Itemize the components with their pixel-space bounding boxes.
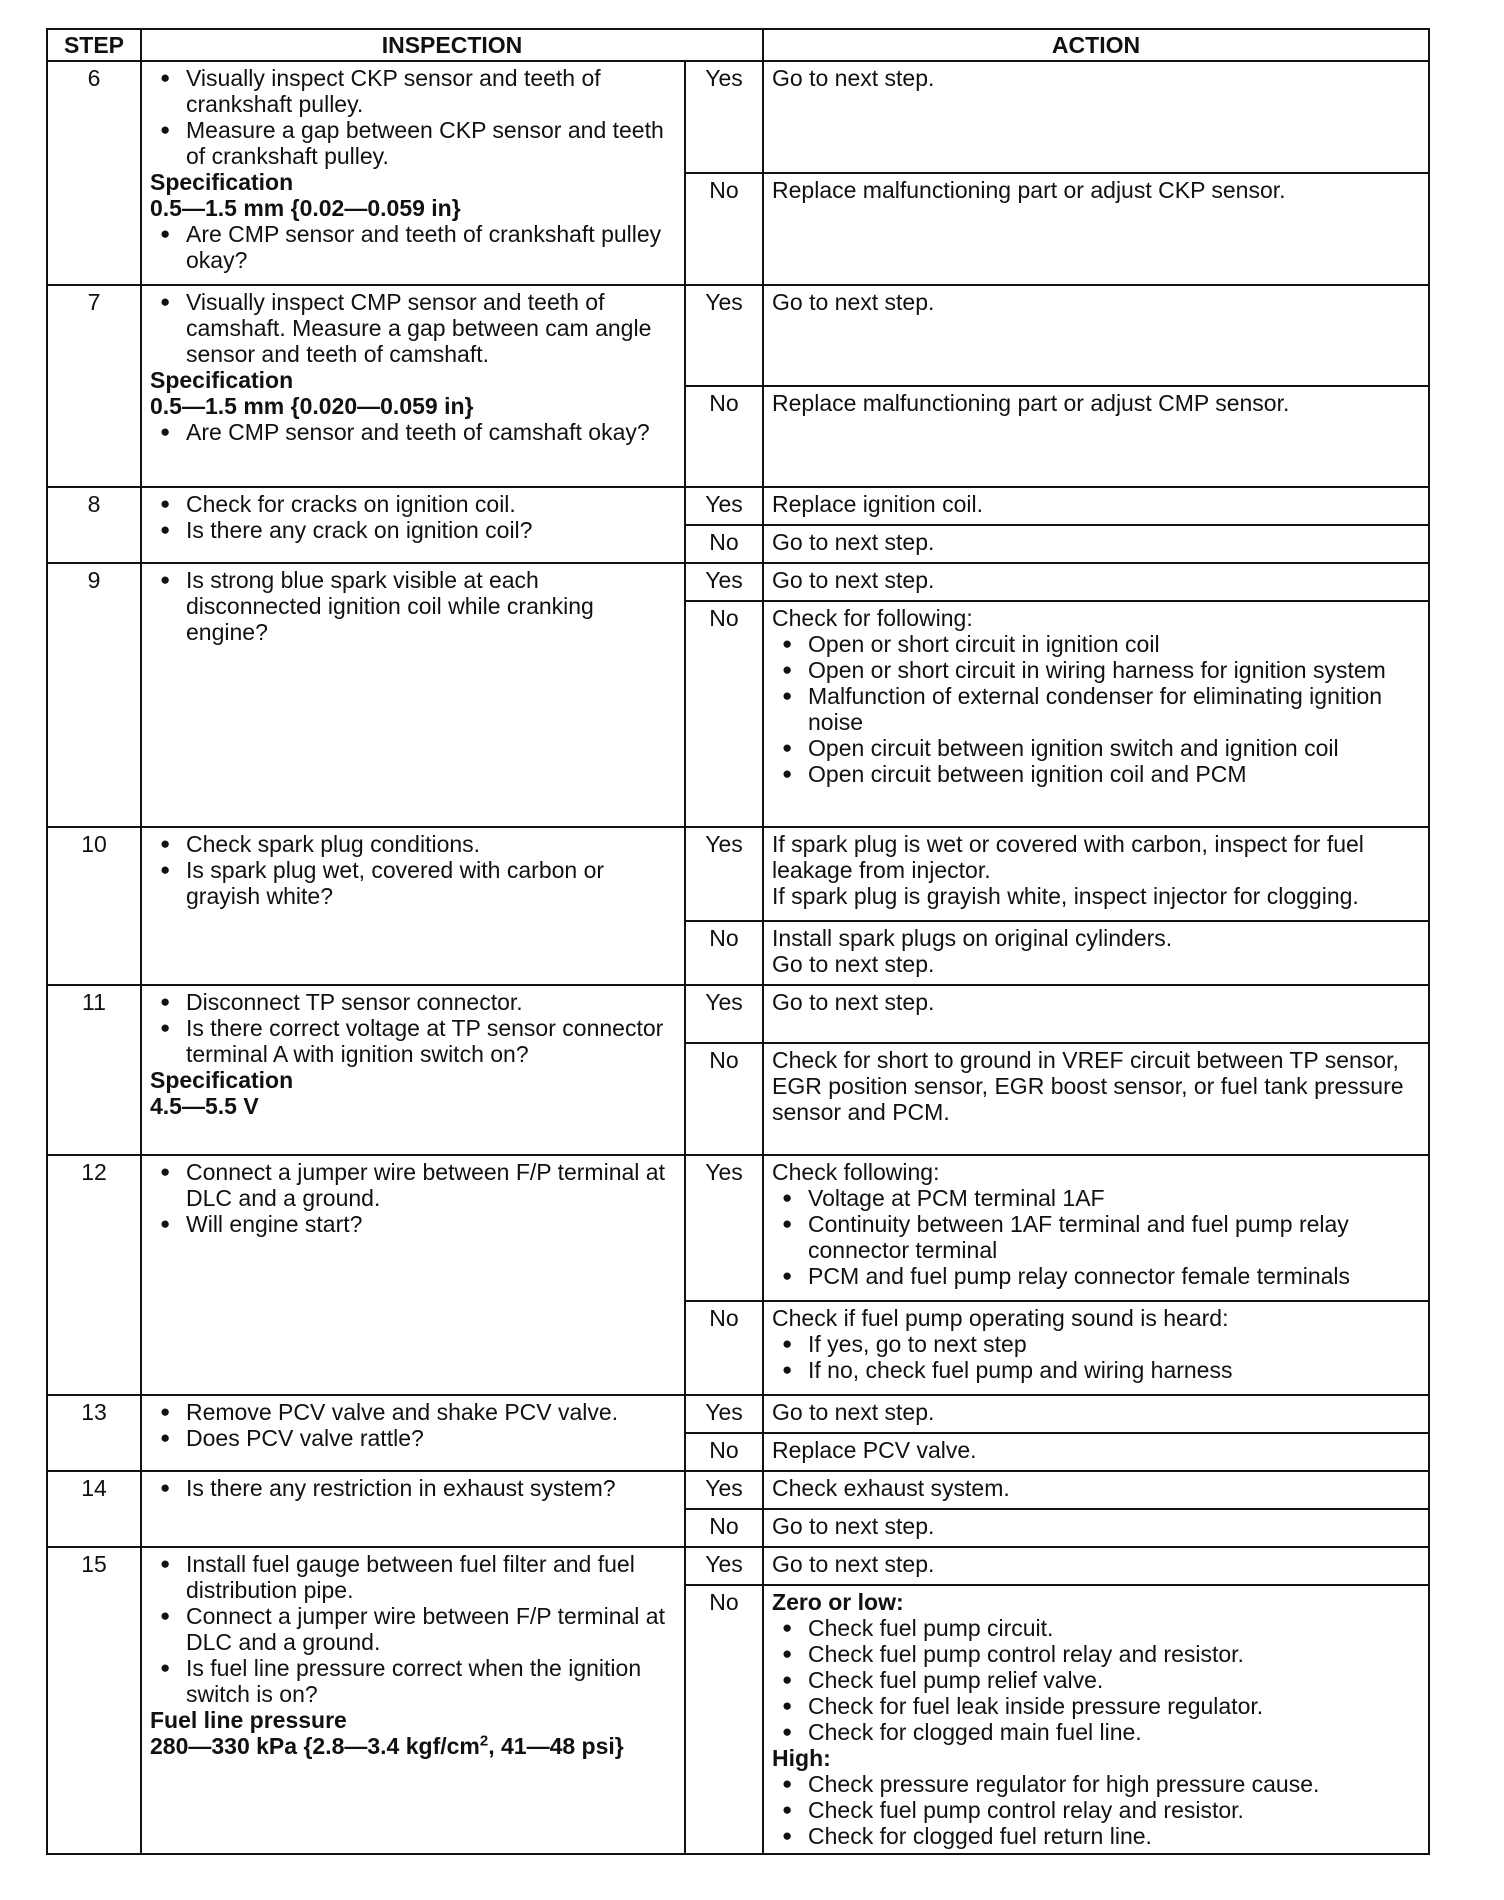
- no-label: No: [685, 1433, 763, 1471]
- inspection-cell: [141, 487, 685, 563]
- table-row: [47, 827, 1429, 921]
- action-intro: Check following:: [772, 1159, 940, 1185]
- yes-label: Yes: [685, 1395, 763, 1433]
- spec-label: Fuel line pressure: [150, 1707, 347, 1733]
- table-row: [47, 285, 1429, 386]
- yes-action: Replace ignition coil.: [763, 487, 1429, 525]
- yes-action: Go to next step.: [763, 563, 1429, 601]
- header-step: STEP: [47, 29, 141, 61]
- yes-label: Yes: [685, 563, 763, 601]
- inspection-cell: [141, 827, 685, 985]
- yes-action: Go to next step.: [763, 985, 1429, 1043]
- inspection-bullet: ● Does PCV valve rattle?: [150, 1425, 676, 1451]
- yes-label: Yes: [685, 1471, 763, 1509]
- step-number: 10: [47, 827, 141, 985]
- table-row: [47, 1547, 1429, 1585]
- action-bullet: ● Open or short circuit in ignition coil: [772, 631, 1420, 657]
- inspection-bullet: ● Will engine start?: [150, 1211, 676, 1237]
- no-label: No: [685, 601, 763, 827]
- step-number: 13: [47, 1395, 141, 1471]
- inspection-bullet: ● Is there any restriction in exhaust system?: [150, 1475, 676, 1501]
- yes-label: Yes: [685, 1547, 763, 1585]
- inspection-bullet: ● Disconnect TP sensor connector.: [150, 989, 676, 1015]
- inspection-cell: [141, 985, 685, 1155]
- action-bullet: ● Open circuit between ignition switch and ignition coil: [772, 735, 1420, 761]
- step-number: 15: [47, 1547, 141, 1854]
- no-label: No: [685, 173, 763, 285]
- action-line: Go to next step.: [772, 951, 935, 977]
- no-label: No: [685, 1043, 763, 1155]
- inspection-bullet: ● Are CMP sensor and teeth of crankshaft pulley okay?: [150, 221, 676, 273]
- inspection-cell: [141, 1155, 685, 1395]
- no-label: No: [685, 386, 763, 487]
- step-number: 12: [47, 1155, 141, 1395]
- table-row: [47, 1471, 1429, 1509]
- step-number: 9: [47, 563, 141, 827]
- inspection-cell: [141, 1471, 685, 1547]
- spec-value: 0.5—1.5 mm {0.02—0.059 in}: [150, 195, 461, 221]
- yes-action: Go to next step.: [763, 1395, 1429, 1433]
- yes-label: Yes: [685, 487, 763, 525]
- inspection-bullet: ● Is spark plug wet, covered with carbon or grayish white?: [150, 857, 676, 909]
- no-label: No: [685, 1585, 763, 1854]
- yes-label: Yes: [685, 61, 763, 173]
- no-action: [763, 1585, 1429, 1854]
- inspection-bullet: ● Is strong blue spark visible at each disconnected ignition coil while cranking engine?: [150, 567, 676, 645]
- no-action: [763, 921, 1429, 985]
- inspection-bullet: ● Is fuel line pressure correct when the ignition switch is on?: [150, 1655, 676, 1707]
- spec-label: Specification: [150, 169, 294, 195]
- action-bullet: ● Check fuel pump circuit.: [772, 1615, 1420, 1641]
- action-bullet: ● Malfunction of external condenser for eliminating ignition noise: [772, 683, 1420, 735]
- action-bullet: ● Check for clogged fuel return line.: [772, 1823, 1420, 1849]
- action-bullet: ● PCM and fuel pump relay connector female terminals: [772, 1263, 1420, 1289]
- no-label: No: [685, 1301, 763, 1395]
- step-number: 8: [47, 487, 141, 563]
- action-intro: Check for following:: [772, 605, 973, 631]
- action-line: If spark plug is wet or covered with carbon, inspect for fuel leakage from injector.: [772, 831, 1364, 883]
- inspection-bullet: ● Connect a jumper wire between F/P terminal at DLC and a ground.: [150, 1603, 676, 1655]
- yes-label: Yes: [685, 827, 763, 921]
- inspection-bullet: ● Check for cracks on ignition coil.: [150, 491, 676, 517]
- header-inspection: INSPECTION: [141, 29, 763, 61]
- inspection-cell: [141, 61, 685, 285]
- action-bullet: ● Open or short circuit in wiring harness for ignition system: [772, 657, 1420, 683]
- action-line: Install spark plugs on original cylinders.: [772, 925, 1173, 951]
- table-row: [47, 1155, 1429, 1301]
- inspection-bullet: ● Are CMP sensor and teeth of camshaft okay?: [150, 419, 676, 445]
- inspection-bullet: ● Connect a jumper wire between F/P terminal at DLC and a ground.: [150, 1159, 676, 1211]
- yes-action: [763, 1155, 1429, 1301]
- diagnostic-table: [46, 28, 1430, 1855]
- yes-label: Yes: [685, 985, 763, 1043]
- spec-value: 0.5—1.5 mm {0.020—0.059 in}: [150, 393, 474, 419]
- step-number: 6: [47, 61, 141, 285]
- step-number: 11: [47, 985, 141, 1155]
- inspection-cell: [141, 563, 685, 827]
- no-action: Replace PCV valve.: [763, 1433, 1429, 1471]
- inspection-bullet: ● Check spark plug conditions.: [150, 831, 676, 857]
- inspection-cell: [141, 1547, 685, 1854]
- no-action: Replace malfunctioning part or adjust CKP sensor.: [763, 173, 1429, 285]
- action-bullet: ● Check fuel pump relief valve.: [772, 1667, 1420, 1693]
- header-action: ACTION: [763, 29, 1429, 61]
- no-action: Go to next step.: [763, 1509, 1429, 1547]
- action-heading: High:: [772, 1745, 831, 1771]
- table-row: [47, 61, 1429, 173]
- table-row: [47, 487, 1429, 525]
- step-number: 7: [47, 285, 141, 487]
- no-action: [763, 1301, 1429, 1395]
- no-action: [763, 601, 1429, 827]
- yes-label: Yes: [685, 285, 763, 386]
- inspection-cell: [141, 285, 685, 487]
- yes-action: Go to next step.: [763, 1547, 1429, 1585]
- action-bullet: ● Check fuel pump control relay and resistor.: [772, 1797, 1420, 1823]
- table-row: [47, 985, 1429, 1043]
- no-action: Replace malfunctioning part or adjust CMP sensor.: [763, 386, 1429, 487]
- no-action: Check for short to ground in VREF circuit between TP sensor, EGR position sensor, EGR boost sensor, or fuel tank pressure sensor and PCM.: [763, 1043, 1429, 1155]
- action-heading: Zero or low:: [772, 1589, 904, 1615]
- inspection-bullet: ● Install fuel gauge between fuel filter and fuel distribution pipe.: [150, 1551, 676, 1603]
- action-bullet: ● Check pressure regulator for high pressure cause.: [772, 1771, 1420, 1797]
- yes-label: Yes: [685, 1155, 763, 1301]
- yes-action: Go to next step.: [763, 285, 1429, 386]
- inspection-cell: [141, 1395, 685, 1471]
- action-line: If spark plug is grayish white, inspect injector for clogging.: [772, 883, 1359, 909]
- inspection-bullet: ● Visually inspect CKP sensor and teeth of crankshaft pulley.: [150, 65, 676, 117]
- no-label: No: [685, 1509, 763, 1547]
- spec-value-part: , 41—48 psi}: [488, 1733, 624, 1759]
- action-bullet: ● Check fuel pump control relay and resistor.: [772, 1641, 1420, 1667]
- spec-superscript: 2: [479, 1732, 489, 1750]
- action-bullet: ● Open circuit between ignition coil and PCM: [772, 761, 1420, 787]
- action-bullet: ● Check for fuel leak inside pressure regulator.: [772, 1693, 1420, 1719]
- table-row: [47, 563, 1429, 601]
- yes-action: Go to next step.: [763, 61, 1429, 173]
- table-row: [47, 1395, 1429, 1433]
- inspection-bullet: ● Visually inspect CMP sensor and teeth of camshaft. Measure a gap between cam angle sensor and teeth of camshaft.: [150, 289, 676, 367]
- table-header-row: [47, 29, 1429, 61]
- action-bullet: ● Continuity between 1AF terminal and fuel pump relay connector terminal: [772, 1211, 1420, 1263]
- inspection-bullet: ● Measure a gap between CKP sensor and teeth of crankshaft pulley.: [150, 117, 676, 169]
- inspection-bullet: ● Remove PCV valve and shake PCV valve.: [150, 1399, 676, 1425]
- action-bullet: ● Check for clogged main fuel line.: [772, 1719, 1420, 1745]
- action-intro: Check if fuel pump operating sound is heard:: [772, 1305, 1229, 1331]
- step-number: 14: [47, 1471, 141, 1547]
- action-bullet: ● If yes, go to next step: [772, 1331, 1420, 1357]
- no-action: Go to next step.: [763, 525, 1429, 563]
- spec-value-part: 280—330 kPa {2.8—3.4 kgf/cm: [150, 1733, 480, 1759]
- spec-value: 4.5—5.5 V: [150, 1093, 259, 1119]
- action-bullet: ● Voltage at PCM terminal 1AF: [772, 1185, 1420, 1211]
- spec-value: [150, 1733, 676, 1759]
- no-label: No: [685, 525, 763, 563]
- yes-action: [763, 827, 1429, 921]
- inspection-bullet: ● Is there correct voltage at TP sensor connector terminal A with ignition switch on?: [150, 1015, 676, 1067]
- no-label: No: [685, 921, 763, 985]
- action-bullet: ● If no, check fuel pump and wiring harness: [772, 1357, 1420, 1383]
- spec-label: Specification: [150, 1067, 294, 1093]
- spec-label: Specification: [150, 367, 294, 393]
- yes-action: Check exhaust system.: [763, 1471, 1429, 1509]
- inspection-bullet: ● Is there any crack on ignition coil?: [150, 517, 676, 543]
